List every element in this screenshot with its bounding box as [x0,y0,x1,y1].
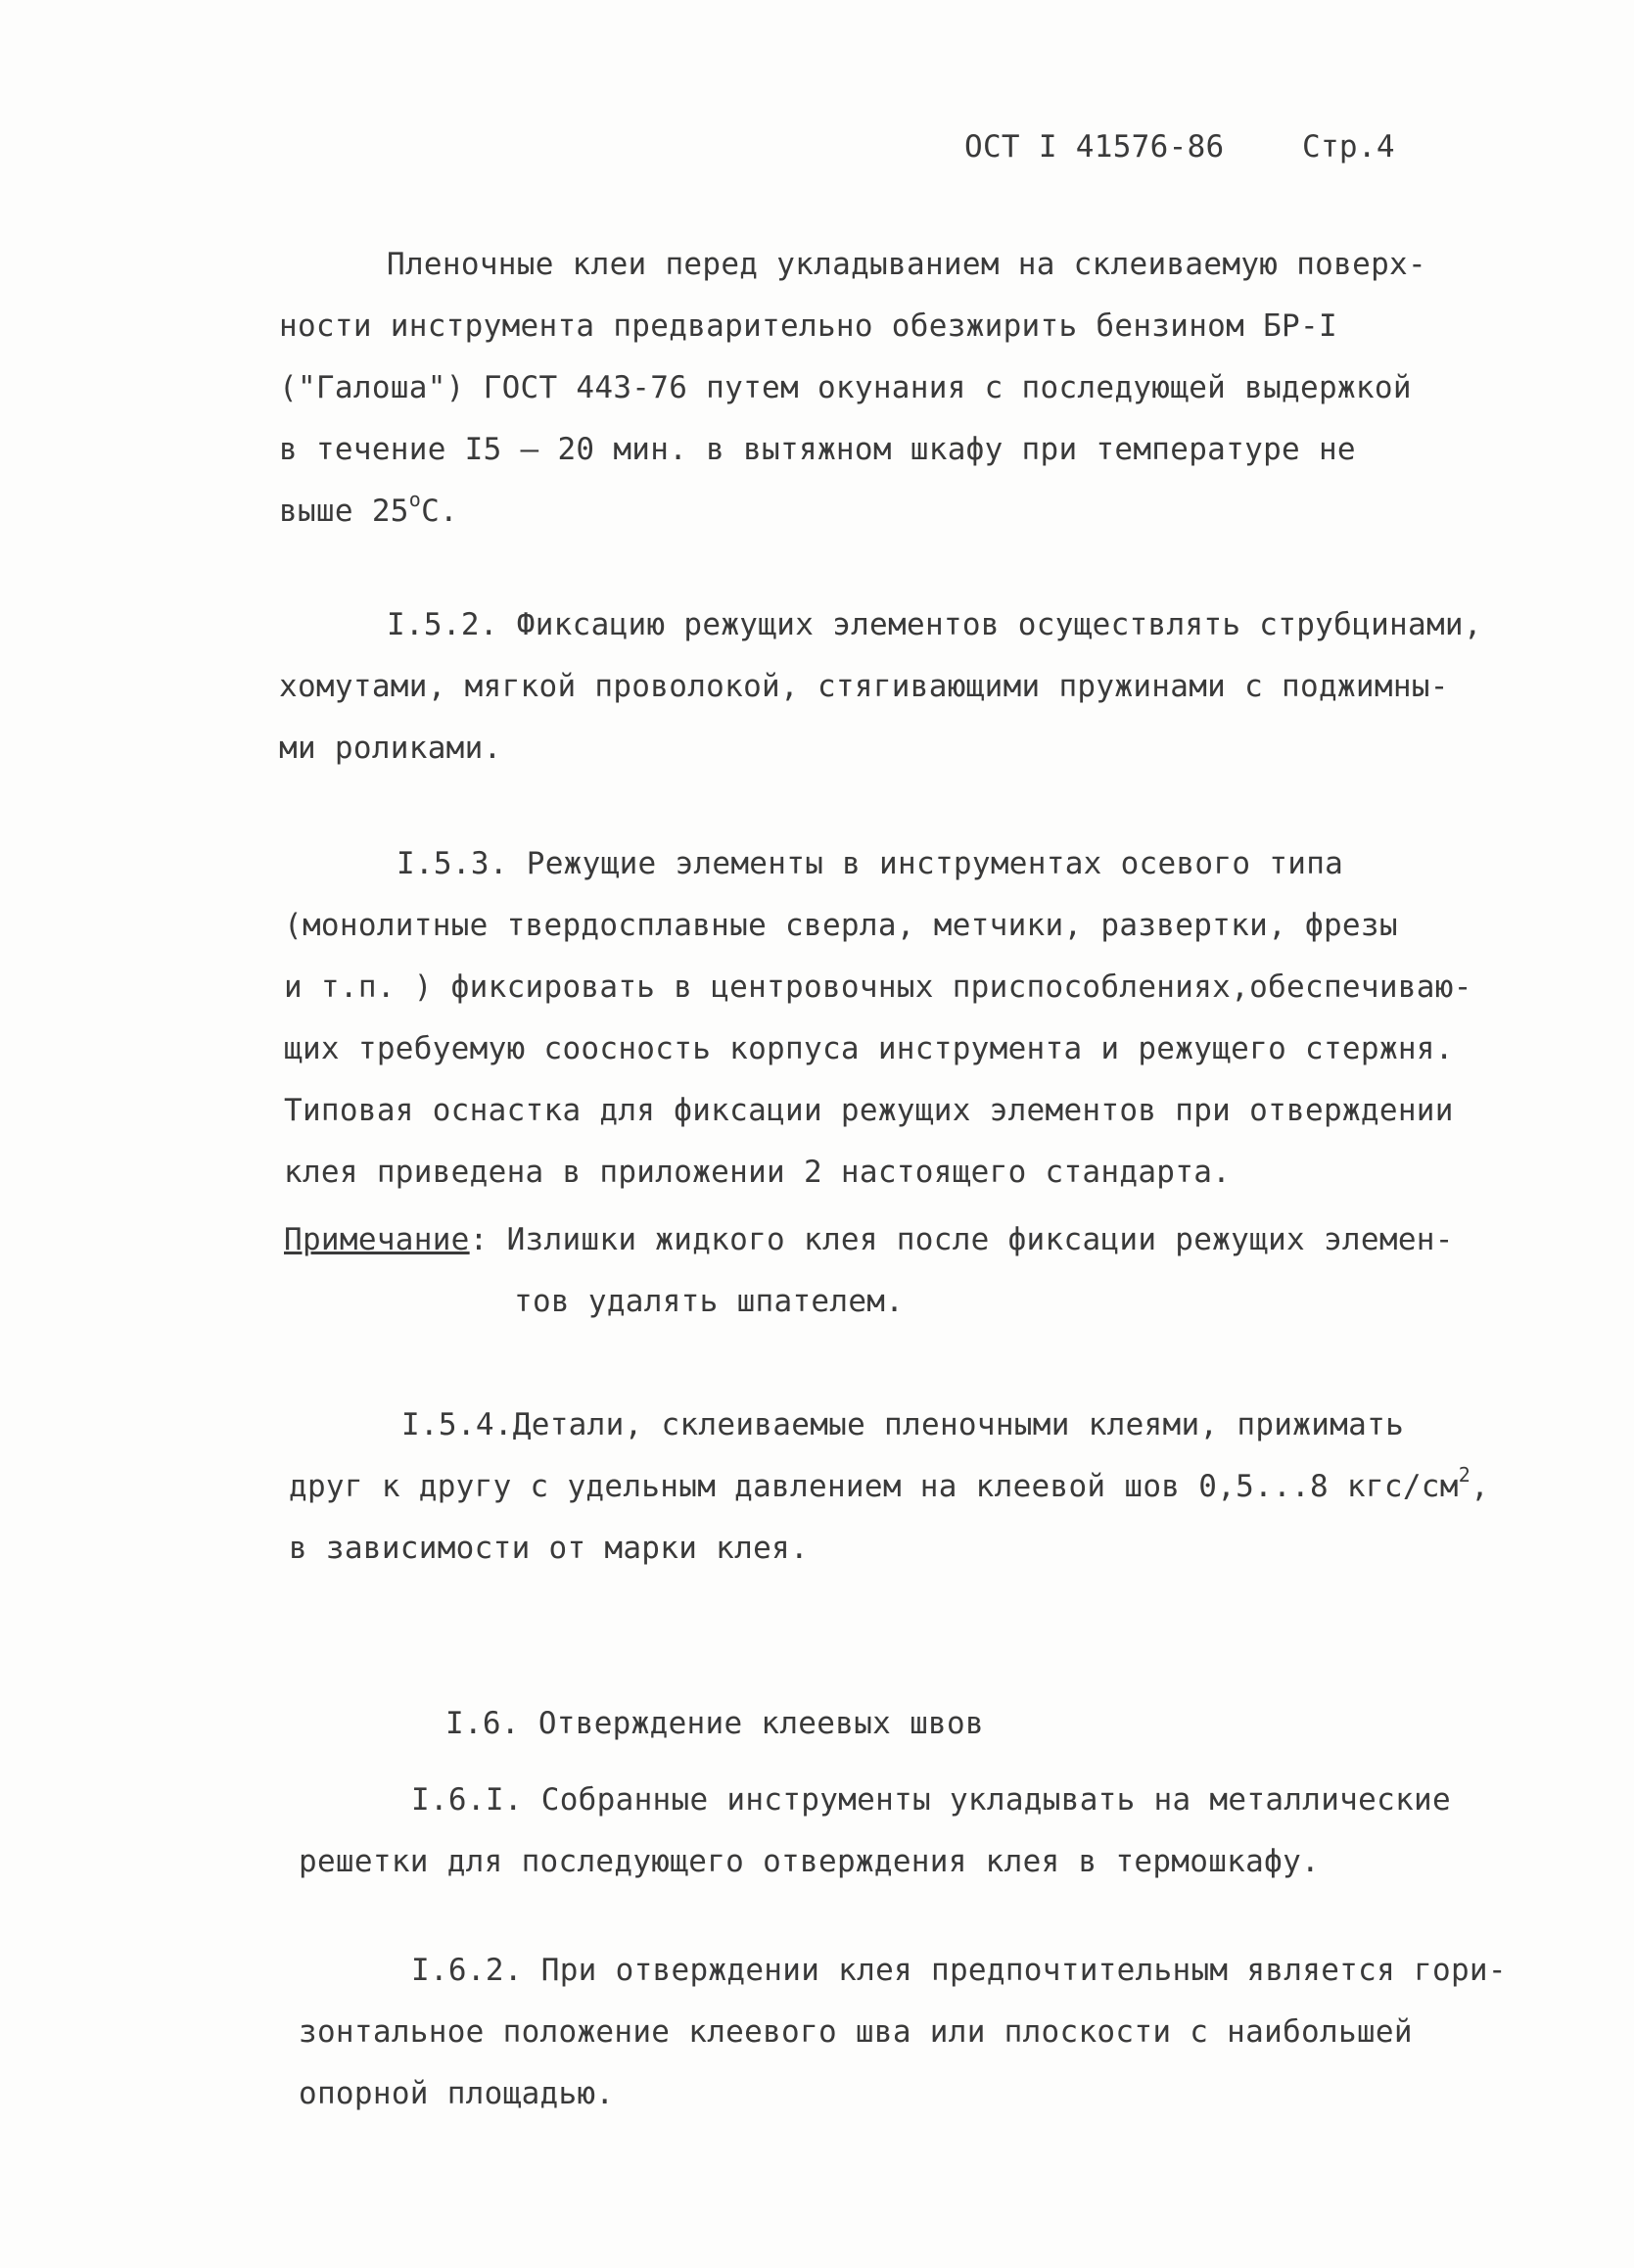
squared-superscript: 2 [1458,1462,1471,1487]
text-line: ("Галоша") ГОСТ 443-76 путем окунания с последующей выдержкой [279,370,1412,405]
text-line: ности инструмента предварительно обезжирить бензином БР-I [279,308,1337,344]
text-line: I.5.2. Фиксацию режущих элементов осуществлять струбцинами, [387,607,1482,642]
text-line: опорной площадью. [299,2076,615,2111]
text-line: зонтальное положение клеевого шва или плоскости с наибольшей [299,2014,1413,2050]
degree-superscript: о [408,487,422,511]
text-line: в течение I5 – 20 мин. в вытяжном шкафу при температуре не [279,432,1356,467]
text-line: и т.п. ) фиксировать в центровочных приспособлениях,обеспечиваю- [284,969,1472,1005]
note-line: тов удалять шпателем. [514,1284,905,1319]
text-line-pressure: друг к другу с удельным давлением на клеевой шов 0,5...8 кгс/$см^2$, [289,1462,1490,1504]
text-line: хомутами, мягкой проволокой, стягивающими пружинами с поджимны- [279,669,1449,704]
text-line-temperature: выше $25^оС$. [279,487,459,529]
text-line: I.5.4.Детали, склеиваемые пленочными клеями, прижимать [401,1407,1405,1442]
note-label: Примечание [284,1222,470,1257]
text-line: (монолитные твердосплавные сверла, метчики, развертки, фрезы [284,908,1398,943]
text-line: I.6.2. При отверждении клея предпочтительным является гори- [411,1953,1507,1988]
text-line: I.6.I. Собранные инструменты укладывать на металлические [411,1782,1451,1818]
text-line: в зависимости от марки клея. [289,1531,809,1566]
text-line: клея приведена в приложении 2 настоящего стандарта. [284,1155,1232,1190]
text-line: щих требуемую соосность корпуса инструмента и режущего стержня. [284,1031,1454,1066]
text-line: ми роликами. [279,731,502,766]
note-line: Примечание: Излишки жидкого клея после фиксации режущих элемен- [284,1222,1454,1257]
text-line: решетки для последующего отверждения клея в термошкафу. [299,1844,1320,1879]
text-line: Пленочные клеи перед укладыванием на склеиваемую поверх- [387,247,1426,282]
section-heading: I.6. Отверждение клеевых швов [445,1706,984,1741]
text-line: I.5.3. Режущие элементы в инструментах осевого типа [397,846,1344,881]
text-line: Типовая оснастка для фиксации режущих элементов при отверждении [284,1093,1454,1128]
page-number: Стр.4 [1302,129,1395,165]
document-code: ОСТ I 41576-86 [964,129,1225,165]
